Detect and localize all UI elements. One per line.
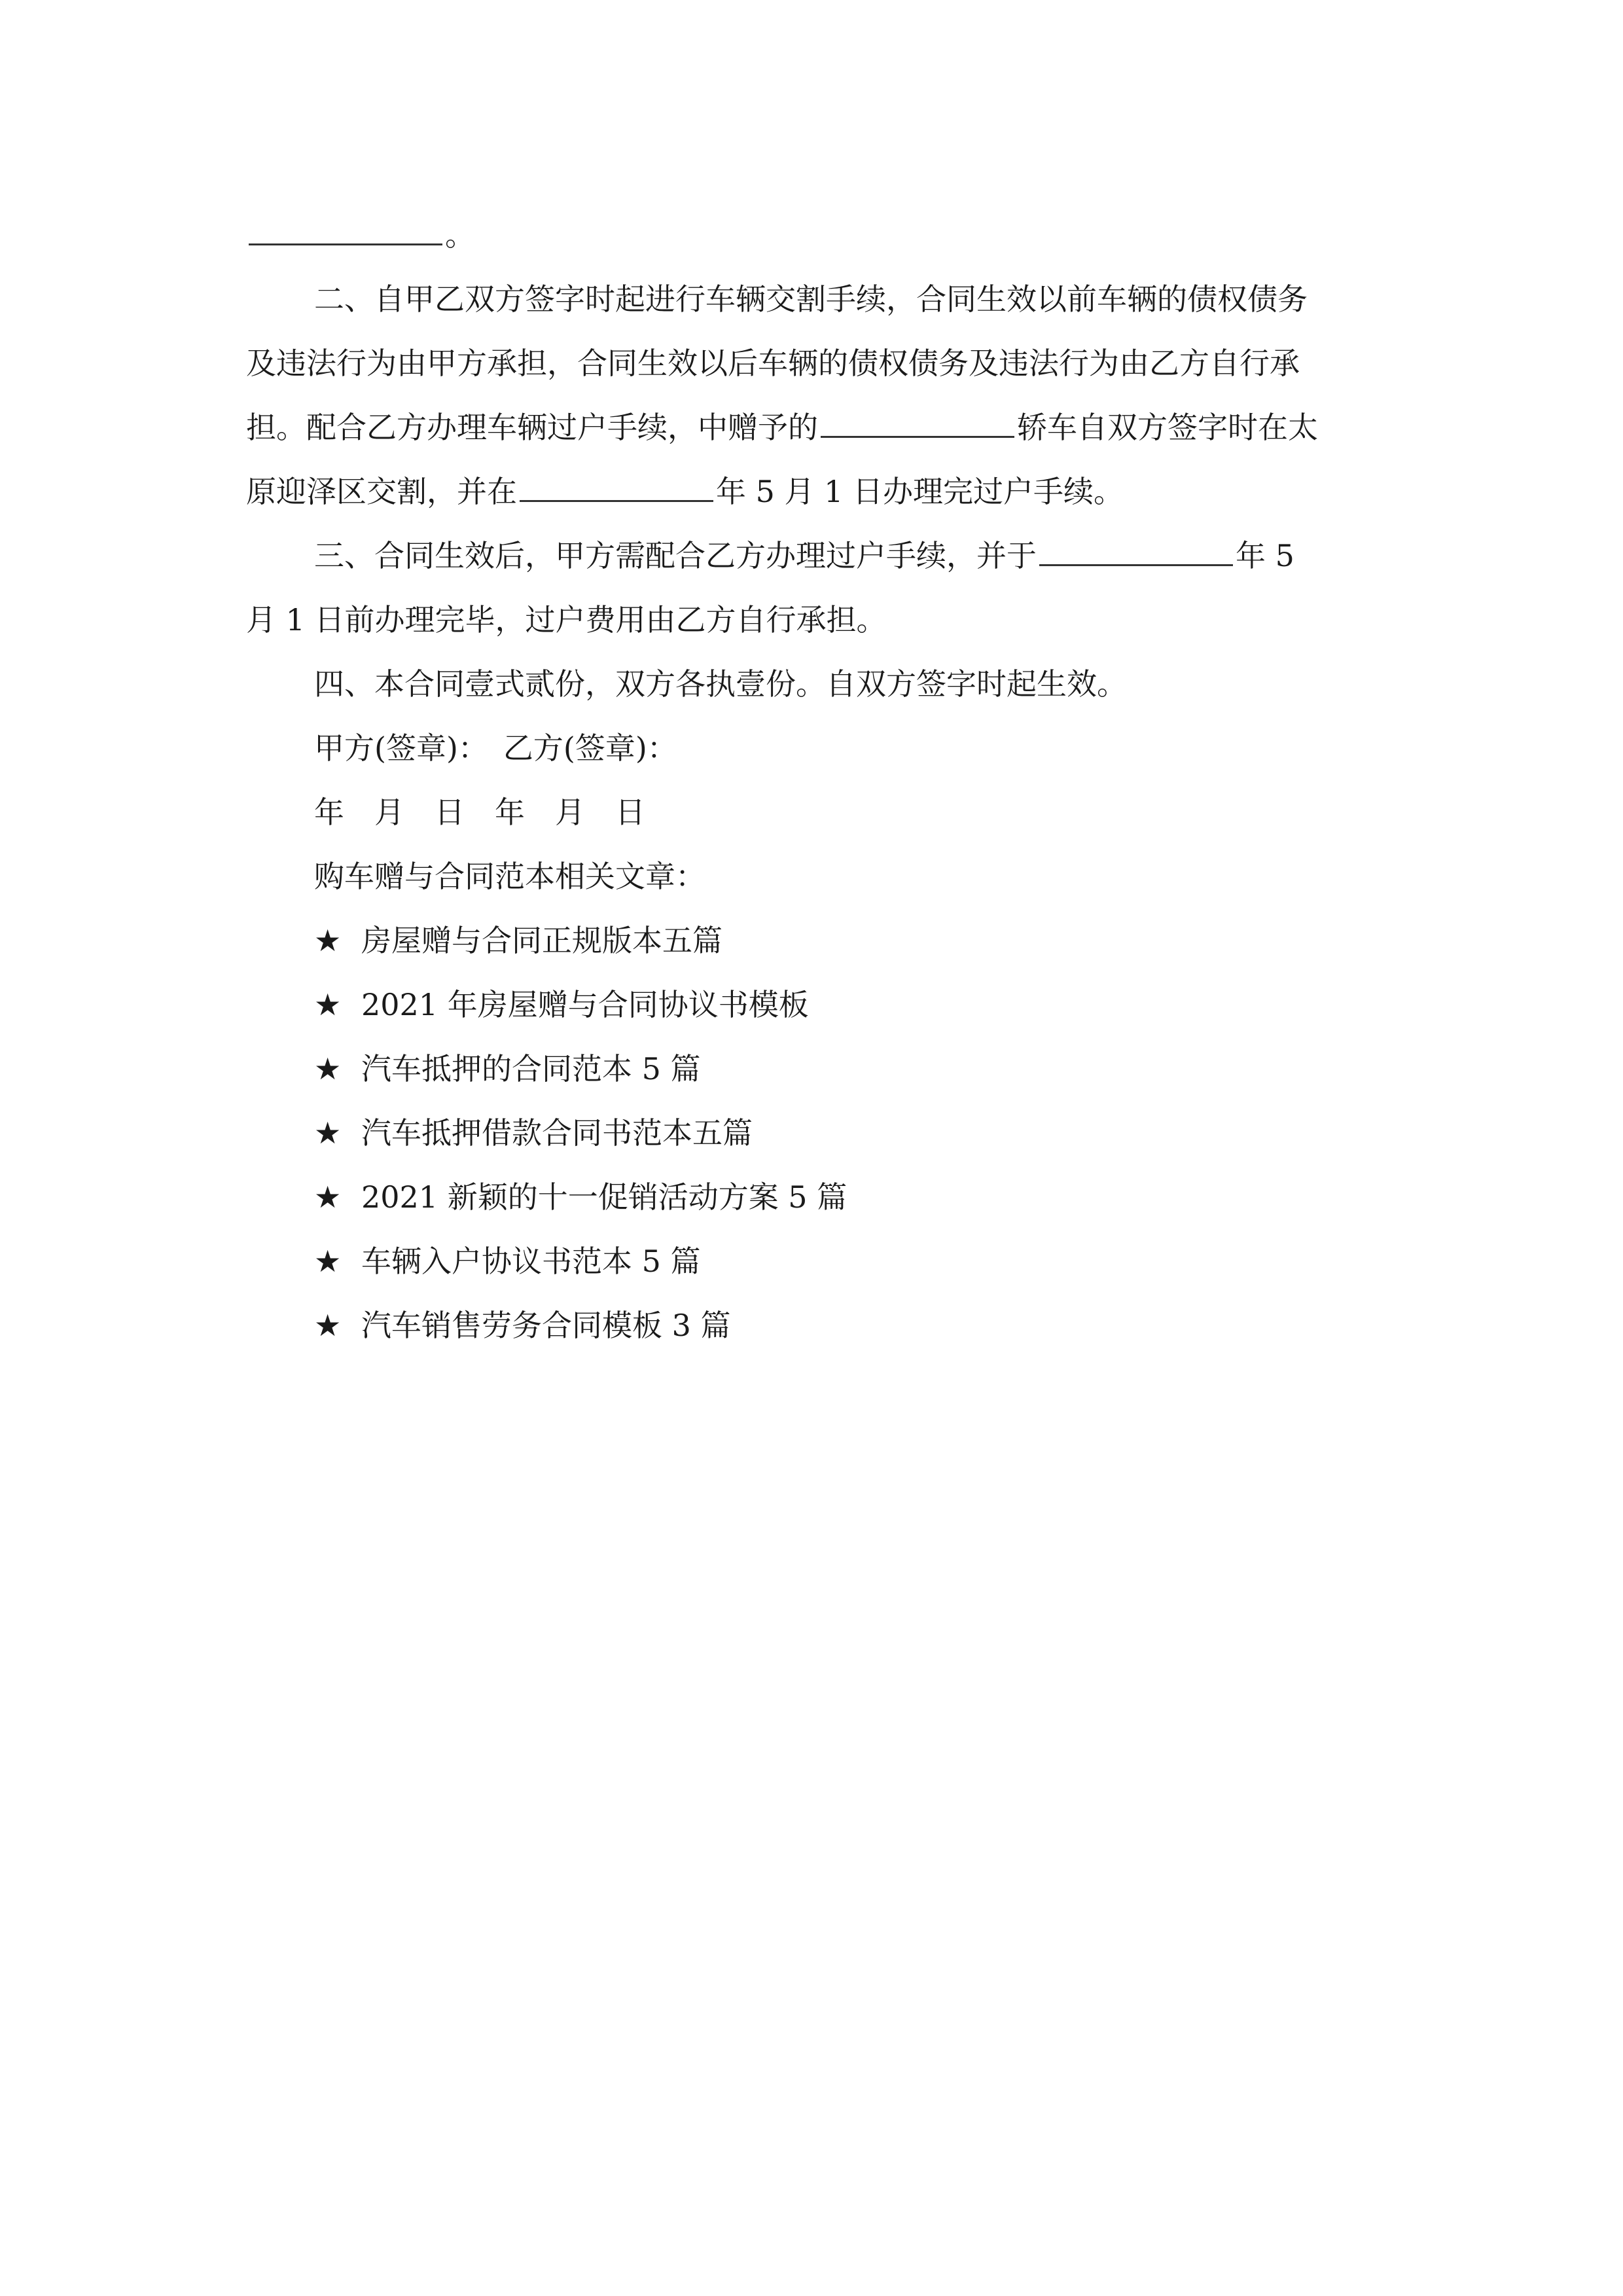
clause-2-line-2: 及违法行为由甲方承担，合同生效以后车辆的债权债务及违法行为由乙方自行承 [246,346,1300,381]
related-article-link[interactable]: ★ 汽车销售劳务合同模板 3 篇 [246,1293,1378,1357]
document-body [246,203,1378,1357]
clause-3-line-2: 月 1 日前办理完毕，过户费用由乙方自行承担。 [246,602,887,637]
related-article-link[interactable]: ★ 汽车抵押的合同范本 5 篇 [246,1037,1378,1101]
star-icon: ★ [314,1179,342,1215]
fill-blank [821,397,1014,438]
clause-2-line-4: 原迎泽区交割，并在 年 5 月 1 日办理完过户手续。 [246,459,1378,524]
related-article-link[interactable]: ★ 房屋赠与合同正规版本五篇 [246,908,1378,973]
fill-blank [1039,525,1233,566]
star-icon: ★ [314,987,342,1022]
clause-3-line-1: 三、合同生效后，甲方需配合乙方办理过户手续，并于 年 5 [246,524,1378,588]
star-icon: ★ [314,1308,342,1343]
related-article-link[interactable]: ★ 车辆入户协议书范本 5 篇 [246,1229,1378,1293]
star-icon: ★ [314,923,342,958]
clause-2-line-1: 二、自甲乙双方签字时起进行车辆交割手续，合同生效以前车辆的债权债务 [314,281,1308,317]
clause-4: 四、本合同壹式贰份，双方各执壹份。自双方签字时起生效。 [314,666,1127,702]
fill-blank [520,461,713,502]
related-articles-list [246,908,1378,1357]
star-icon: ★ [314,1051,342,1086]
signature-line: 甲方(签章)： 乙方(签章)： [314,730,677,766]
fill-blank [249,204,442,245]
star-icon: ★ [314,1244,342,1279]
related-article-link[interactable]: ★ 2021 新颖的十一促销活动方案 5 篇 [246,1165,1378,1229]
related-articles-title: 购车赠与合同范本相关文章： [314,859,705,894]
related-article-link[interactable]: ★ 汽车抵押借款合同书范本五篇 [246,1101,1378,1165]
star-icon: ★ [314,1115,342,1151]
line-continuation: 。 [246,203,1378,267]
clause-2-line-3: 担。配合乙方办理车辆过户手续，中赠予的 轿车自双方签字时在太 [246,395,1378,459]
date-line: 年 月 日 年 月 日 [314,795,645,830]
related-article-link[interactable]: ★ 2021 年房屋赠与合同协议书模板 [246,973,1378,1037]
